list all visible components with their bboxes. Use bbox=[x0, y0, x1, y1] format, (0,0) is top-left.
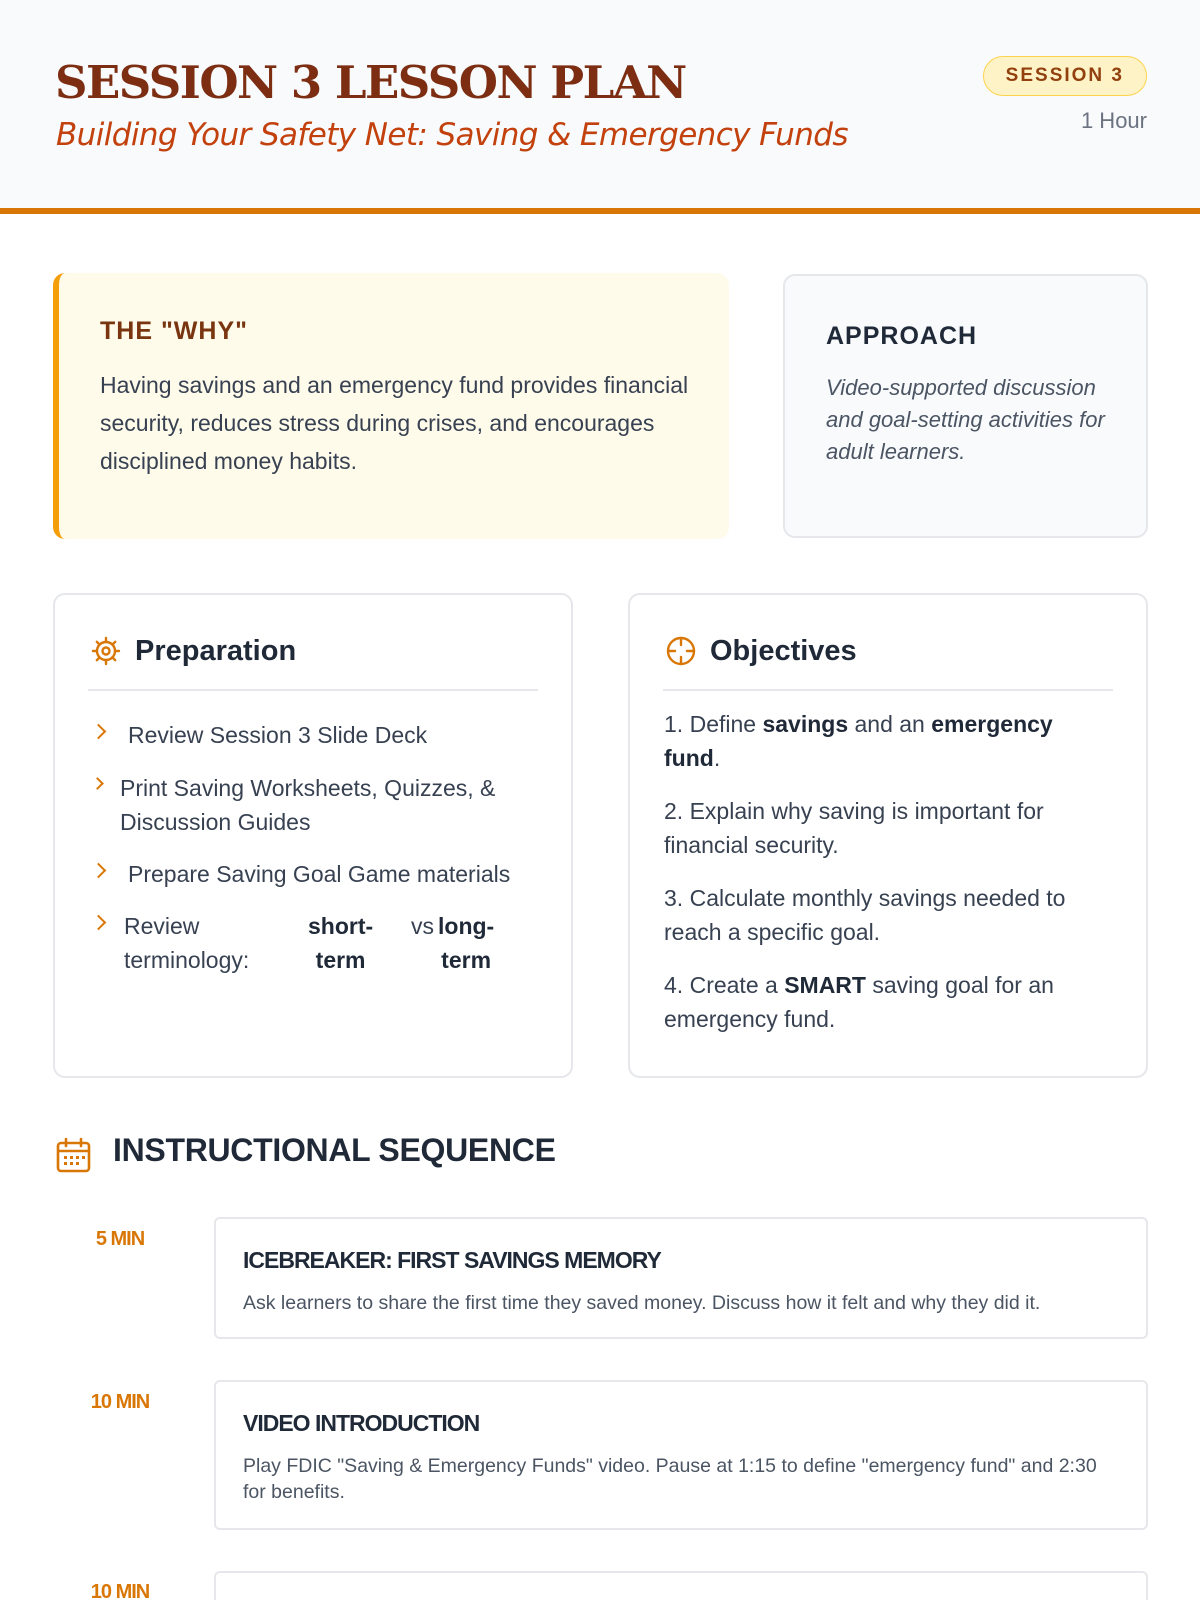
session-badge: SESSION 3 bbox=[983, 56, 1147, 96]
list-item: 1. Define savings and an emergency fund. bbox=[664, 711, 1053, 771]
chevron-right-icon bbox=[91, 863, 107, 879]
step-time: 10 MIN bbox=[90, 1391, 150, 1413]
chevron-right-icon bbox=[91, 915, 107, 931]
page-subtitle: Building Your Safety Net: Saving & Emergency Funds bbox=[56, 117, 848, 153]
why-text: Having savings and an emergency fund provides financial security, reduces stress during crises, and encourages disciplined money habits. bbox=[100, 372, 689, 474]
why-title: THE "WHY" bbox=[100, 317, 248, 345]
approach-title: APPROACH bbox=[826, 322, 978, 350]
list-item-text: Prepare Saving Goal Game materials bbox=[128, 861, 511, 887]
term-short: short- term bbox=[308, 913, 374, 973]
list-item: 3. Calculate monthly savings needed to reach a specific goal. bbox=[664, 885, 1066, 945]
page-title: SESSION 3 LESSON PLAN bbox=[55, 56, 686, 109]
list-item-text: Print Saving Worksheets, Quizzes, & Discussion Guides bbox=[120, 775, 496, 835]
list-item: 2. Explain why saving is important for financial security. bbox=[664, 798, 1044, 858]
step-card bbox=[214, 1217, 1148, 1339]
step-time: 5 MIN bbox=[95, 1228, 145, 1250]
term-vs: vs bbox=[411, 913, 434, 939]
objectives-list bbox=[664, 707, 1114, 1055]
list-item-text: Review Session 3 Slide Deck bbox=[128, 722, 428, 748]
sequence-title: INSTRUCTIONAL SEQUENCE bbox=[113, 1132, 556, 1168]
chevron-right-icon bbox=[91, 777, 104, 790]
step-card bbox=[214, 1380, 1148, 1530]
step-text: Play FDIC "Saving & Emergency Funds" video. Pause at 1:15 to define "emergency fund" and 2:30 for benefits. bbox=[243, 1455, 1097, 1503]
step-card bbox=[214, 1571, 1148, 1600]
page-header bbox=[0, 0, 1200, 214]
why-card bbox=[53, 273, 729, 539]
step-time: 10 MIN bbox=[90, 1581, 150, 1603]
step-title: VIDEO INTRODUCTION bbox=[243, 1410, 480, 1436]
step-title: ICEBREAKER: FIRST SAVINGS MEMORY bbox=[243, 1247, 661, 1273]
session-duration: 1 Hour bbox=[1080, 108, 1147, 133]
chevron-right-icon bbox=[91, 724, 107, 740]
term-long: long- term bbox=[438, 913, 495, 973]
card-divider bbox=[88, 689, 538, 691]
approach-text: Video-supported discussion and goal-setting activities for adult learners. bbox=[826, 375, 1105, 464]
preparation-title: Preparation bbox=[135, 635, 297, 667]
list-item-text: Review terminology: bbox=[124, 913, 250, 973]
card-divider bbox=[663, 689, 1113, 691]
approach-card bbox=[783, 274, 1148, 538]
preparation-card bbox=[53, 593, 573, 1078]
step-text: Ask learners to share the first time they saved money. Discuss how it felt and why they did it. bbox=[243, 1292, 1041, 1314]
objectives-title: Objectives bbox=[710, 635, 857, 667]
objectives-card bbox=[628, 593, 1148, 1078]
gear-icon bbox=[90, 635, 122, 667]
crosshair-icon bbox=[665, 635, 697, 667]
calendar-icon bbox=[55, 1137, 92, 1174]
list-item: 4. Create a SMART saving goal for an emergency fund. bbox=[664, 972, 1054, 1032]
